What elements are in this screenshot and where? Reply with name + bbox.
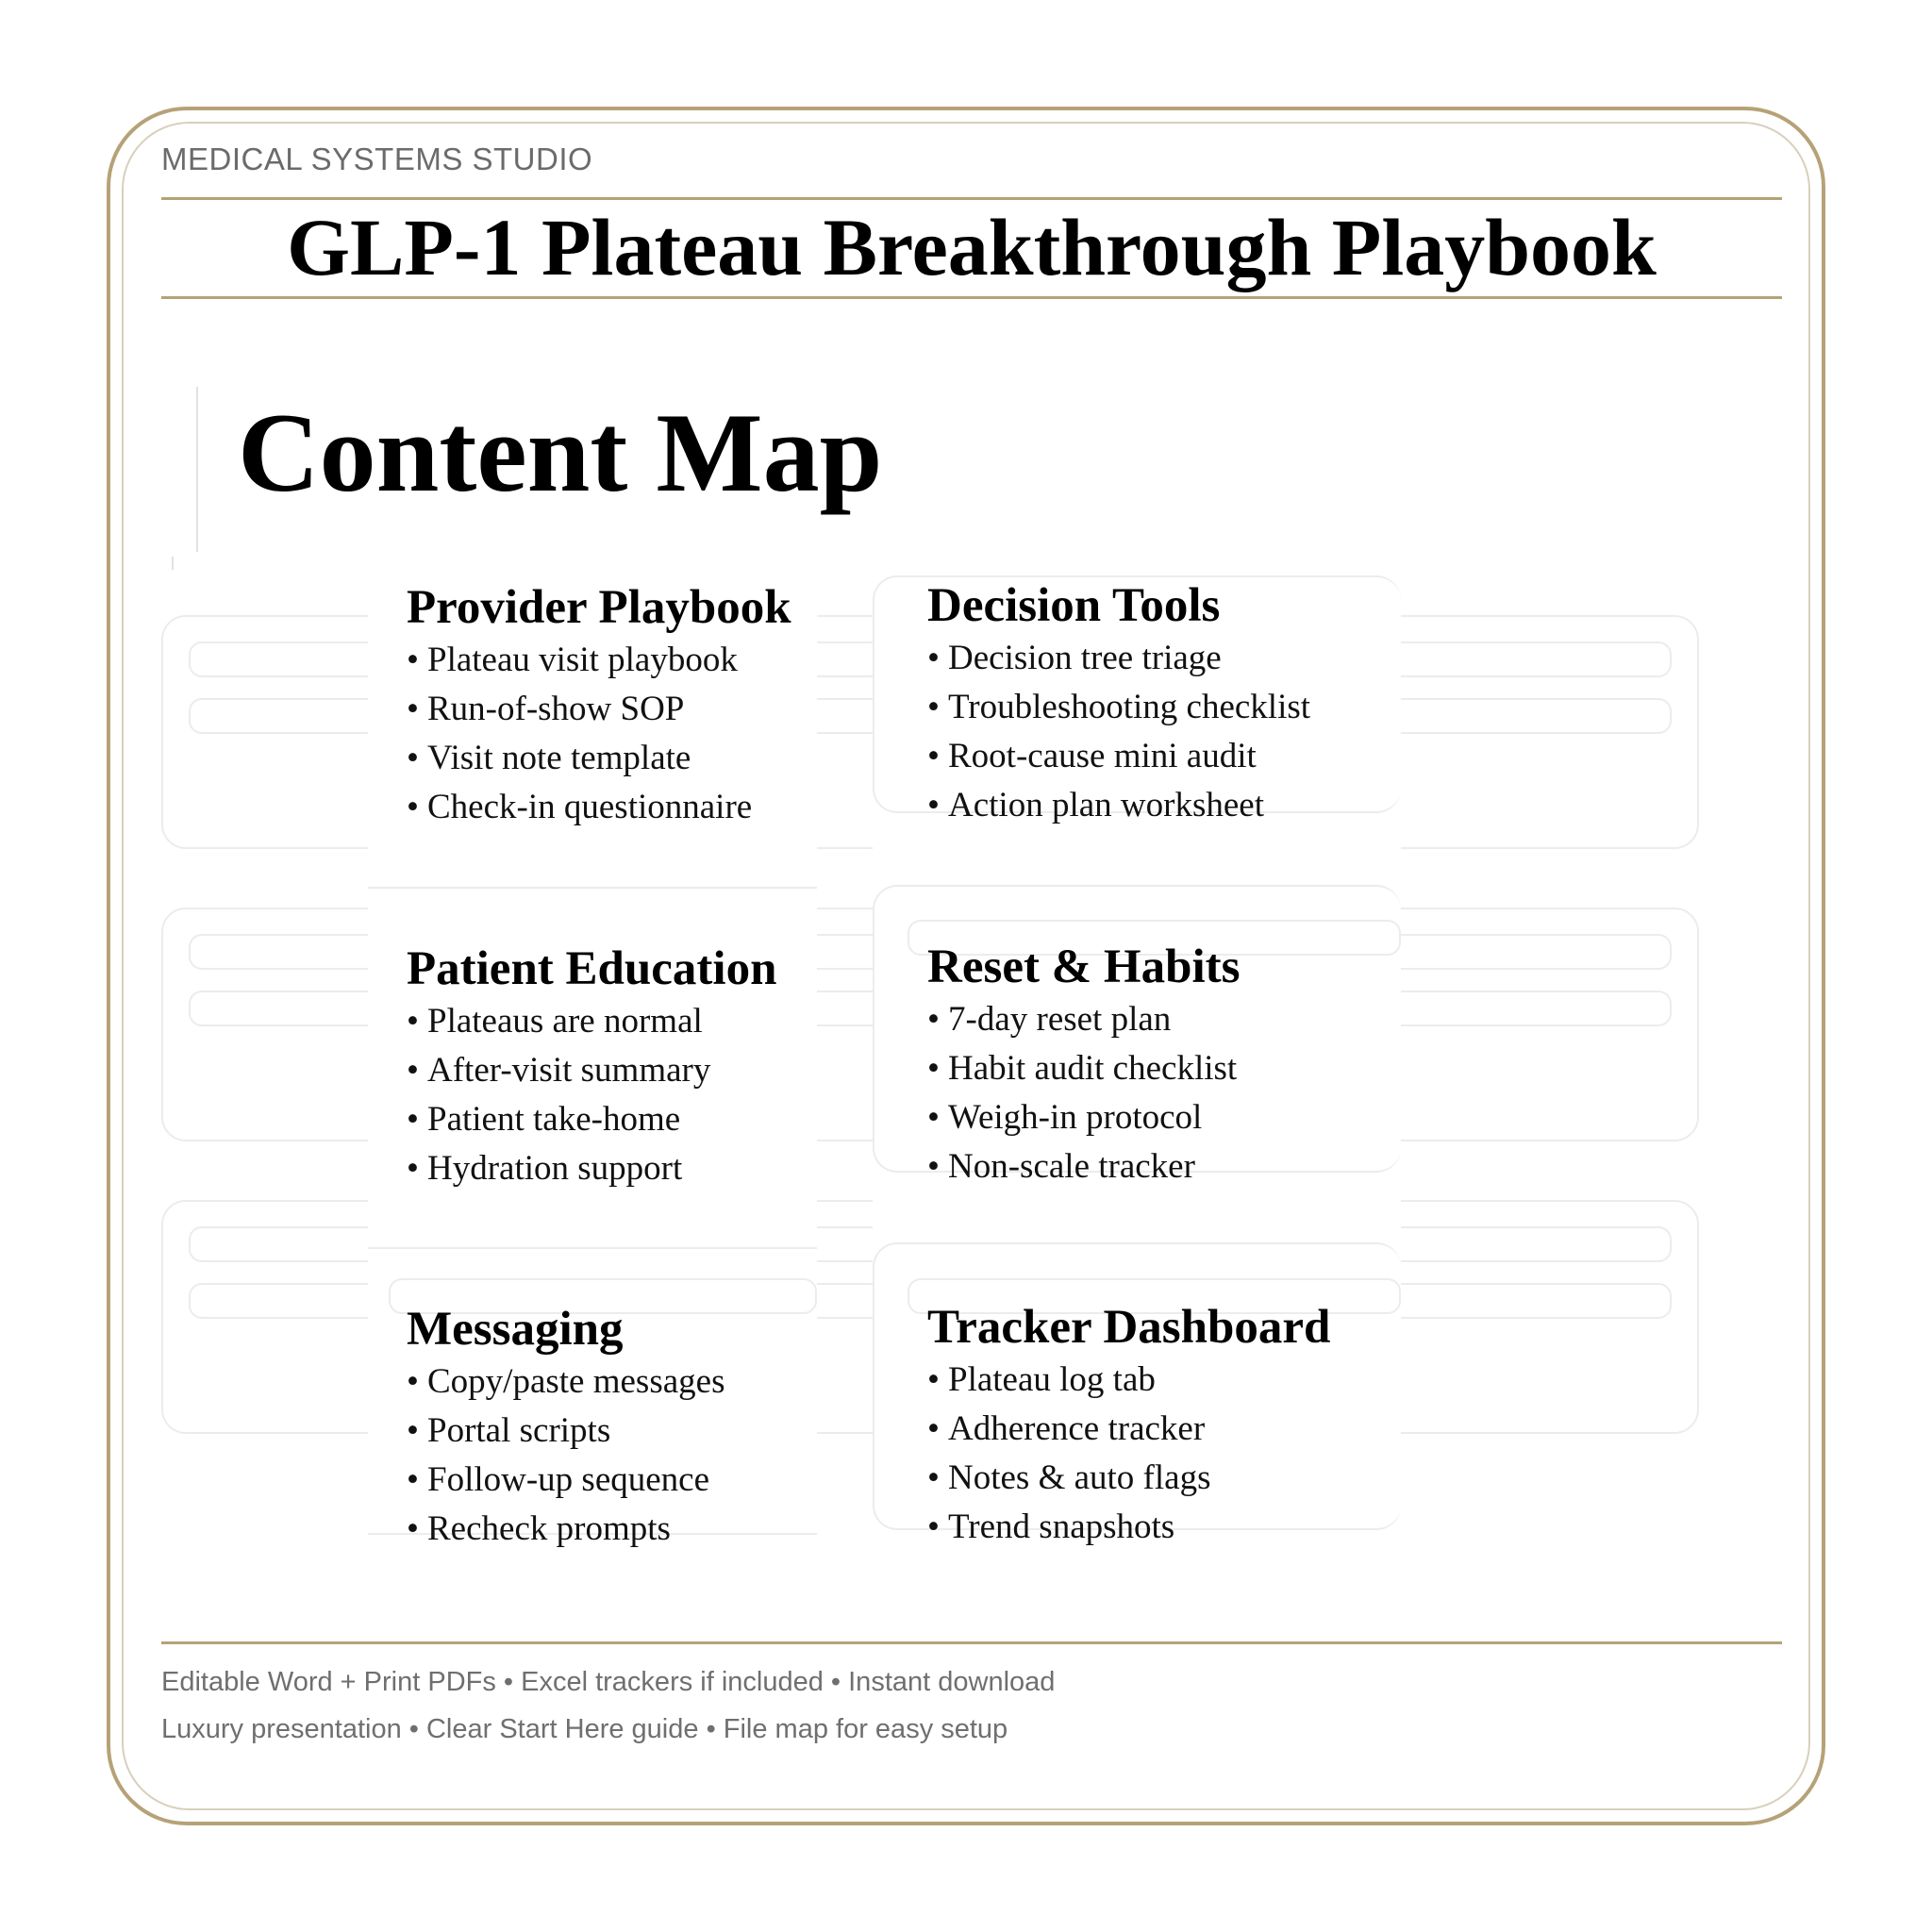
list-item: • Hydration support [407, 1149, 683, 1188]
section-title: Tracker Dashboard [927, 1301, 1331, 1354]
section-items [927, 995, 1418, 1191]
list-item: • Plateaus are normal [407, 1002, 703, 1041]
list-item: • Habit audit checklist [927, 1049, 1238, 1088]
list-item: • After-visit summary [407, 1051, 711, 1090]
header-bottom-rule [161, 296, 1782, 299]
section-patient-education [407, 941, 841, 1193]
section-items [407, 1357, 841, 1554]
list-item: • Action plan worksheet [927, 786, 1264, 824]
list-item: • Non-scale tracker [927, 1147, 1195, 1186]
content-map-accent-line [196, 387, 198, 552]
list-item: • Plateau log tab [927, 1360, 1156, 1399]
list-item: • Check-in questionnaire [407, 788, 753, 826]
list-item: • Notes & auto flags [927, 1458, 1211, 1497]
section-title: Messaging [407, 1303, 624, 1356]
list-item: • Copy/paste messages [407, 1362, 725, 1401]
list-item: • Run-of-show SOP [407, 690, 685, 728]
section-title: Decision Tools [927, 579, 1221, 632]
section-decision-tools [927, 577, 1418, 830]
footer-rule [161, 1641, 1782, 1644]
list-item: • Visit note template [407, 739, 691, 777]
section-title: Patient Education [407, 942, 777, 995]
section-items [407, 997, 841, 1193]
list-item: • Follow-up sequence [407, 1460, 710, 1499]
ghost-line [368, 1247, 817, 1249]
list-item: • Plateau visit playbook [407, 641, 738, 679]
list-item: • Recheck prompts [407, 1509, 671, 1548]
ghost-line [368, 887, 817, 889]
section-messaging [407, 1301, 841, 1554]
section-reset-habits [927, 939, 1418, 1191]
section-title: Provider Playbook [407, 581, 791, 634]
list-item: • Troubleshooting checklist [927, 688, 1311, 726]
footer-features-line: Editable Word + Print PDFs • Excel trackers if included • Instant download [161, 1667, 1056, 1697]
list-item: • Adherence tracker [927, 1409, 1206, 1448]
section-tracker-dashboard [927, 1299, 1418, 1552]
list-item: • Decision tree triage [927, 639, 1222, 677]
content-map-accent-mark [172, 557, 174, 570]
section-title: Reset & Habits [927, 941, 1241, 993]
list-item: • Weigh-in protocol [927, 1098, 1203, 1137]
footer-presentation-line: Luxury presentation • Clear Start Here guide • File map for easy setup [161, 1714, 1008, 1744]
section-items [927, 1356, 1418, 1552]
list-item: • Trend snapshots [927, 1507, 1175, 1546]
section-provider-playbook [407, 579, 841, 832]
brand-label: MEDICAL SYSTEMS STUDIO [161, 142, 593, 176]
content-map-title: Content Map [238, 390, 883, 515]
document-title: GLP-1 Plateau Breakthrough Playbook [287, 202, 1657, 292]
list-item: • Portal scripts [407, 1411, 611, 1450]
list-item: • Root-cause mini audit [927, 737, 1257, 775]
section-items [407, 636, 841, 832]
list-item: • 7-day reset plan [927, 1000, 1172, 1039]
section-items [927, 634, 1418, 830]
list-item: • Patient take-home [407, 1100, 681, 1139]
